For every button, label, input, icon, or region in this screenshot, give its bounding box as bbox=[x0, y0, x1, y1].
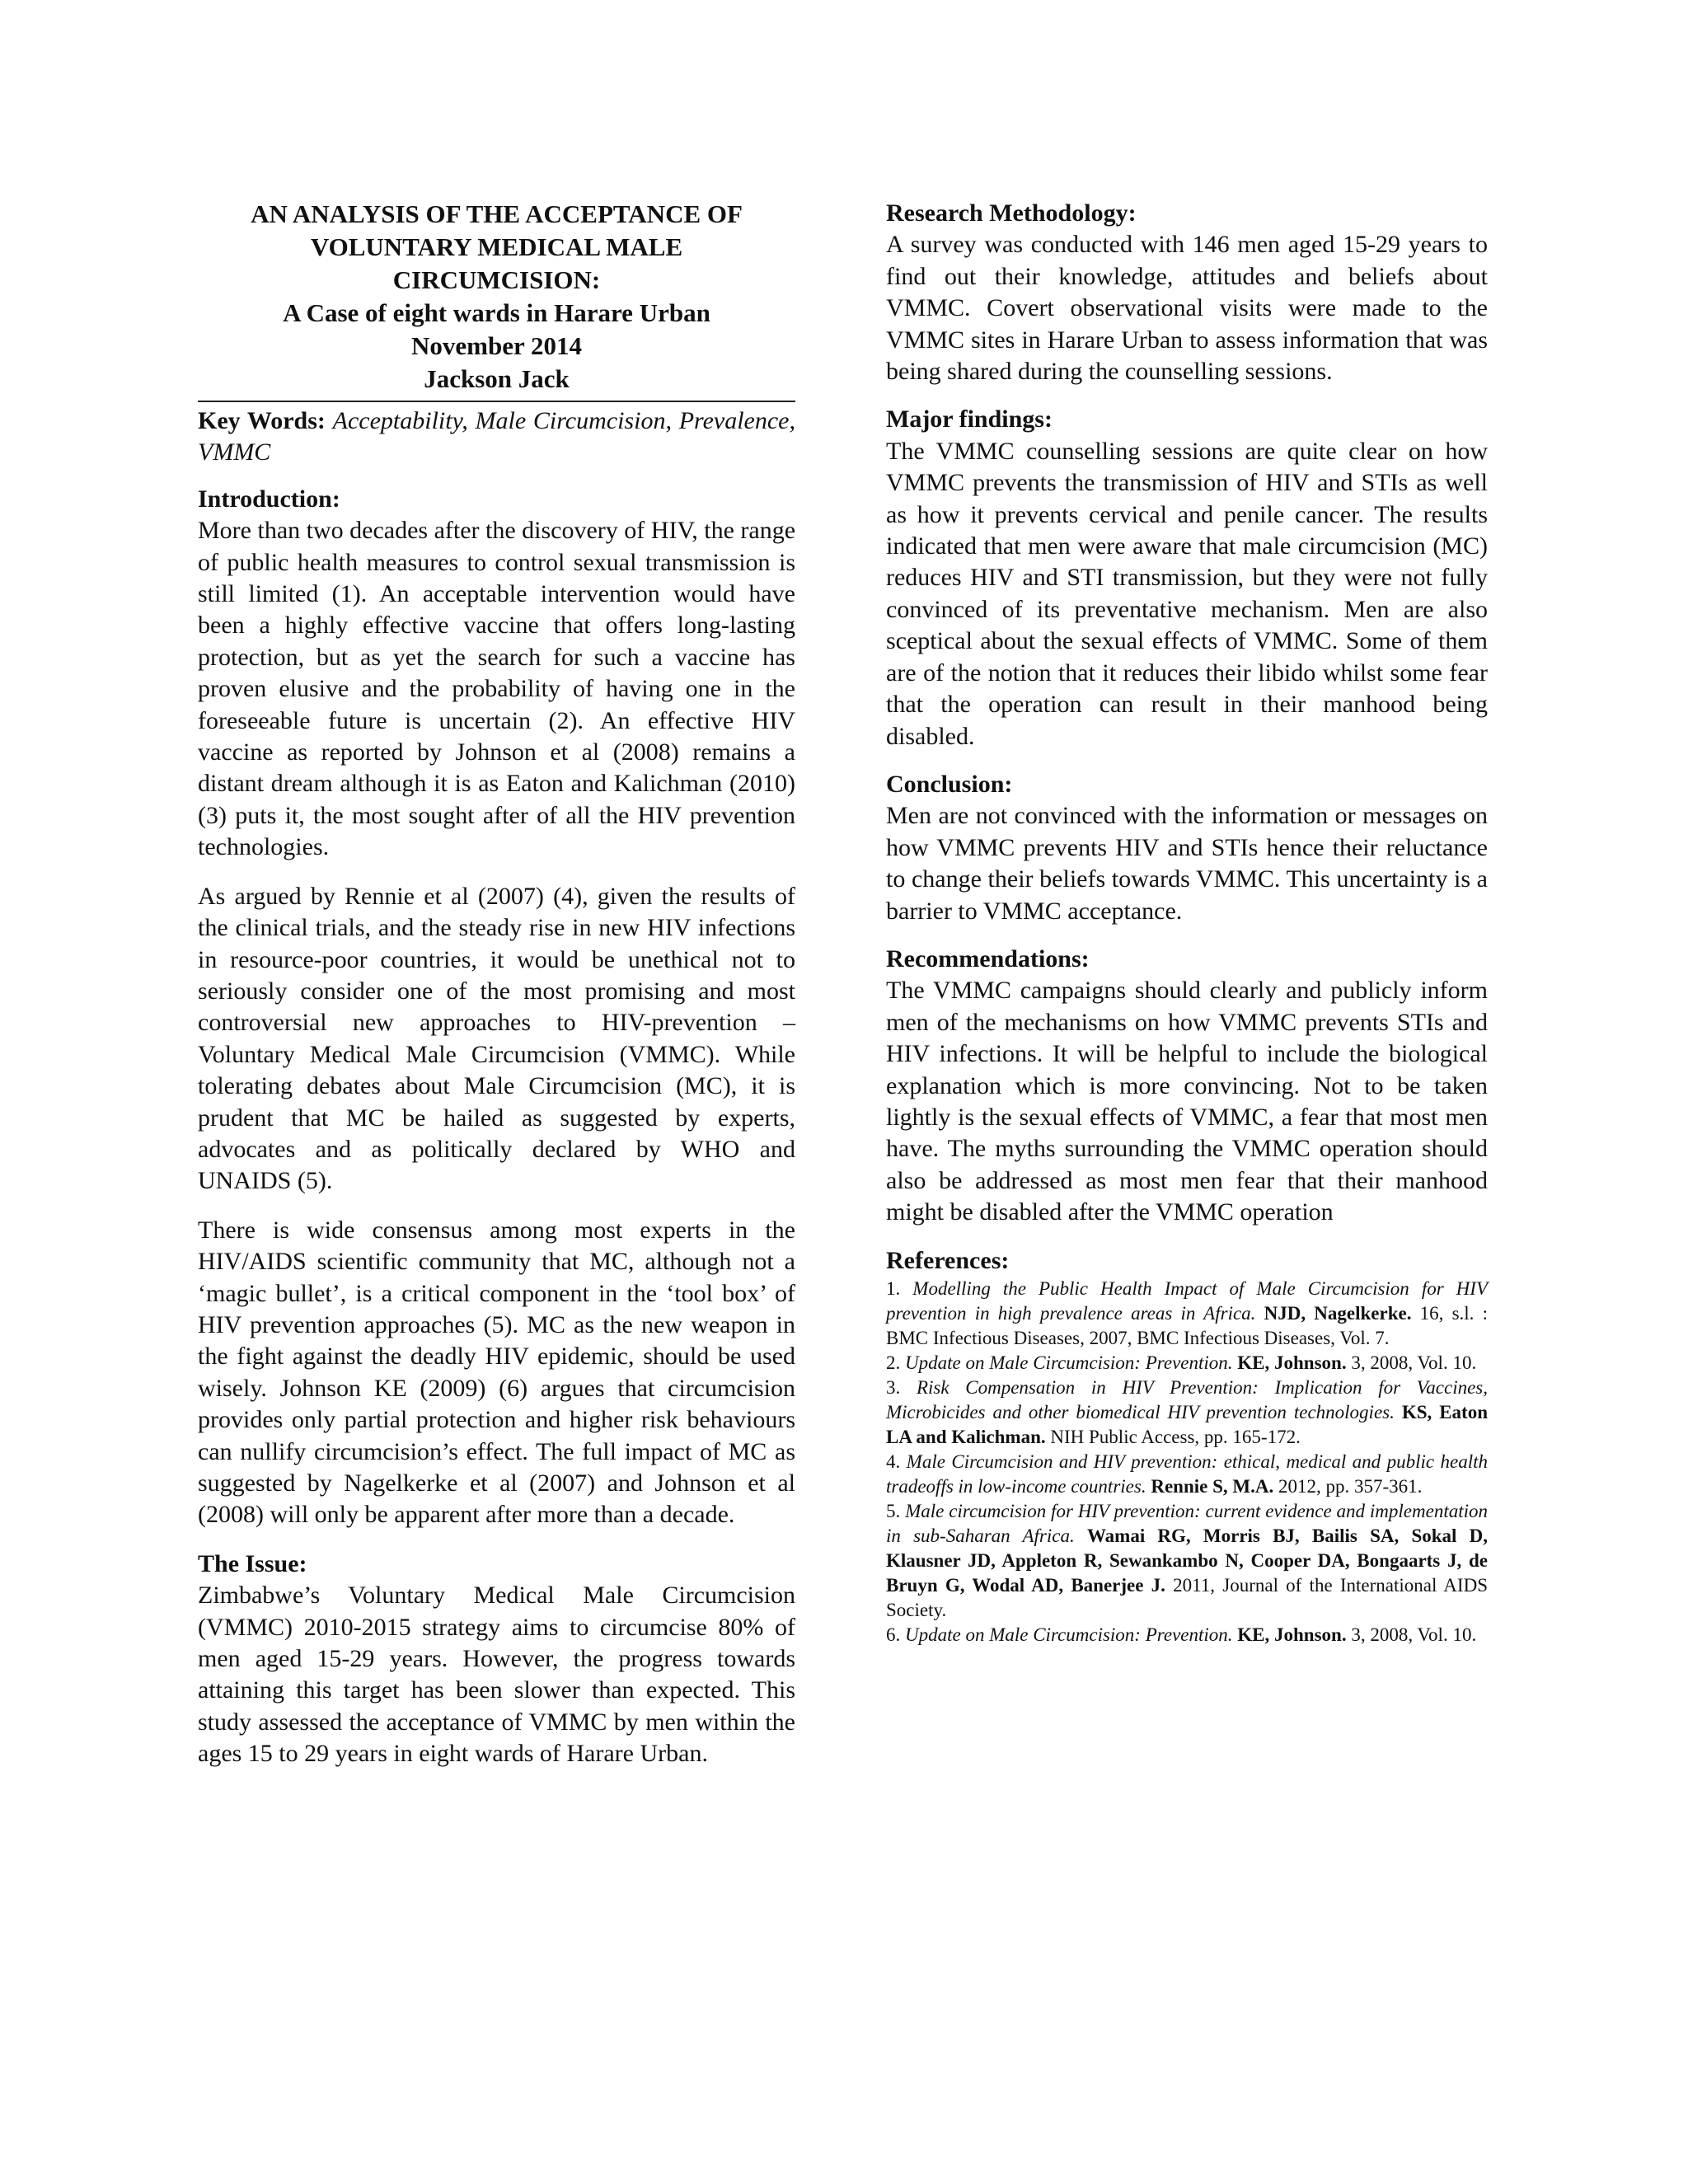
reference-details: 2012, pp. 357-361. bbox=[1278, 1476, 1423, 1497]
references-heading: References: bbox=[886, 1246, 1010, 1274]
reference-authors: NJD, Nagelkerke. bbox=[1264, 1303, 1412, 1324]
subtitle: A Case of eight wards in Harare Urban bbox=[283, 298, 710, 327]
reference-details: 3, 2008, Vol. 10. bbox=[1351, 1352, 1477, 1373]
recommendations-heading: Recommendations: bbox=[886, 944, 1090, 972]
title-line-3: CIRCUMCISION: bbox=[392, 265, 601, 294]
introduction-heading: Introduction: bbox=[198, 485, 340, 513]
reference-number: 1. bbox=[886, 1278, 901, 1299]
reference-item bbox=[886, 1623, 1488, 1647]
methodology-text: A survey was conducted with 146 men aged 15-29 years to find out their knowledge, attitudes and beliefs about VMMC. Covert observational visits were made to the VMMC sites in Harare Urban to assess information that was being shared during the counselling sessions. bbox=[886, 231, 1488, 386]
reference-number: 4. bbox=[886, 1451, 901, 1472]
references-section bbox=[886, 1245, 1488, 1647]
introduction-paragraph-2: As argued by Rennie et al (2007) (4), given the results of the clinical trials, and the steady rise in new HIV infections in resource-poor countries, it would be unethical not to seriously consider one of the most promising and most controversial new approaches to HIV-prevention – Voluntary Medical Male Circumcision (VMMC). While tolerating debates about Male Circumcision (MC), it is prudent that MC be hailed as suggested by experts, advocates and as politically declared by WHO and UNAIDS (5). bbox=[198, 882, 795, 1195]
right-column bbox=[886, 198, 1488, 1647]
issue-text: Zimbabwe’s Voluntary Medical Male Circumcision (VMMC) 2010-2015 strategy aims to circumcise 80% of men aged 15-29 years. However, the progress towards attaining this target has been slower than expected. This study assessed the acceptance of VMMC by men within the ages 15 to 29 years in eight wards of Harare Urban. bbox=[198, 1582, 795, 1768]
reference-title: Modelling the Public Health Impact of Male Circumcision for HIV prevention in high prevalence areas in Africa. bbox=[886, 1278, 1488, 1324]
reference-authors: KS, Eaton LA and Kalichman. bbox=[886, 1402, 1488, 1447]
reference-number: 2. bbox=[886, 1352, 901, 1373]
findings-text: The VMMC counselling sessions are quite clear on how VMMC prevents the transmission of HIV and STIs as well as how it prevents cervical and penile cancer. The results indicated that men were aware that male circumcision (MC) reduces HIV and STI transmission, but they were not fully convinced of its preventative mechanism. Men are also sceptical about the sexual effects of VMMC. Some of them are of the notion that it reduces their libido whilst some fear that the operation can result in their manhood being disabled. bbox=[886, 437, 1488, 750]
reference-details: 16, s.l. : BMC Infectious Diseases, 2007, BMC Infectious Diseases, Vol. 7. bbox=[886, 1303, 1489, 1348]
title-line-2: VOLUNTARY MEDICAL MALE bbox=[310, 232, 683, 261]
reference-number: 6. bbox=[886, 1624, 901, 1645]
reference-item bbox=[886, 1277, 1488, 1351]
reference-item bbox=[886, 1450, 1488, 1499]
introduction-paragraph-1: More than two decades after the discovery of HIV, the range of public health measures to control sexual transmission is still limited (1). An acceptable intervention would have been a highly effective vaccine that offers long-lasting protection, but as yet the search for such a vaccine has proven elusive and the probability of having one in the foreseeable future is uncertain (2). An effective HIV vaccine as reported by Johnson et al (2008) remains a distant dream although it is as Eaton and Kalichman (2010) (3) puts it, the most sought after of all the HIV prevention technologies. bbox=[198, 517, 796, 861]
reference-title: Male Circumcision and HIV prevention: ethical, medical and public health tradeoffs in low-income countries. bbox=[886, 1451, 1488, 1497]
reference-authors: Wamai RG, Morris BJ, Bailis SA, Sokal D, Klausner JD, Appleton R, Sewankambo N, Cooper DA, Bongaarts J, de Bruyn G, Wodal AD, Banerjee J. bbox=[886, 1526, 1488, 1596]
reference-number: 3. bbox=[886, 1377, 901, 1398]
reference-authors: KE, Johnson. bbox=[1237, 1352, 1347, 1373]
reference-number: 5. bbox=[886, 1501, 901, 1521]
reference-item bbox=[886, 1499, 1488, 1623]
keywords-label: Key Words: bbox=[198, 407, 326, 434]
reference-title: Update on Male Circumcision: Prevention. bbox=[905, 1624, 1233, 1645]
left-column bbox=[198, 198, 795, 1770]
reference-title: Risk Compensation in HIV Prevention: Implication for Vaccines, Microbicides and other biomedical HIV prevention technologies. bbox=[886, 1377, 1489, 1422]
introduction-paragraph-3: There is wide consensus among most experts in the HIV/AIDS scientific community that MC, although not a ‘magic bullet’, is a critical component in the ‘tool box’ of HIV prevention approaches (5). MC as the new weapon in the fight against the deadly HIV epidemic, should be used wisely. Johnson KE (2009) (6) argues that circumcision provides only partial protection and higher risk behaviours can nullify circumcision’s effect. The full impact of MC as suggested by Nagelkerke et al (2007) and Johnson et al (2008) will only be apparent after more than a decade. bbox=[198, 1216, 795, 1529]
reference-title: Male circumcision for HIV prevention: current evidence and implementation in sub-Saharan Africa. bbox=[886, 1501, 1489, 1546]
title-divider bbox=[198, 401, 795, 402]
reference-title: Update on Male Circumcision: Prevention. bbox=[905, 1352, 1233, 1373]
conclusion-text: Men are not convinced with the information or messages on how VMMC prevents HIV and STIs hence their reluctance to change their beliefs towards VMMC. This uncertainty is a barrier to VMMC acceptance. bbox=[886, 802, 1488, 925]
date: November 2014 bbox=[411, 331, 582, 360]
reference-details: NIH Public Access, pp. 165-172. bbox=[1050, 1427, 1301, 1447]
keywords-text: Acceptability, Male Circumcision, Prevalence, VMMC bbox=[198, 407, 796, 466]
conclusion-heading: Conclusion: bbox=[886, 770, 1013, 798]
paper-title-block bbox=[198, 198, 795, 396]
reference-item bbox=[886, 1351, 1488, 1376]
issue-heading: The Issue: bbox=[198, 1549, 307, 1577]
title-line-1: AN ANALYSIS OF THE ACCEPTANCE OF bbox=[251, 199, 743, 228]
reference-details: 2011, Journal of the International AIDS Society. bbox=[886, 1575, 1488, 1620]
reference-authors: Rennie S, M.A. bbox=[1151, 1476, 1274, 1497]
author: Jackson Jack bbox=[424, 364, 570, 393]
reference-item bbox=[886, 1376, 1488, 1450]
recommendations-text: The VMMC campaigns should clearly and publicly inform men of the mechanisms on how VMMC prevents STIs and HIV infections. It will be helpful to include the biological explanation which is more convincing. Not to be taken lightly is the sexual effects of VMMC, a fear that most men have. The myths surrounding the VMMC operation should also be addressed as most men fear that their manhood might be disabled after the VMMC operation bbox=[886, 977, 1488, 1226]
reference-authors: KE, Johnson. bbox=[1237, 1624, 1347, 1645]
keywords bbox=[198, 405, 795, 469]
reference-details: 3, 2008, Vol. 10. bbox=[1351, 1624, 1477, 1645]
methodology-heading: Research Methodology: bbox=[886, 199, 1137, 227]
findings-heading: Major findings: bbox=[886, 405, 1053, 434]
